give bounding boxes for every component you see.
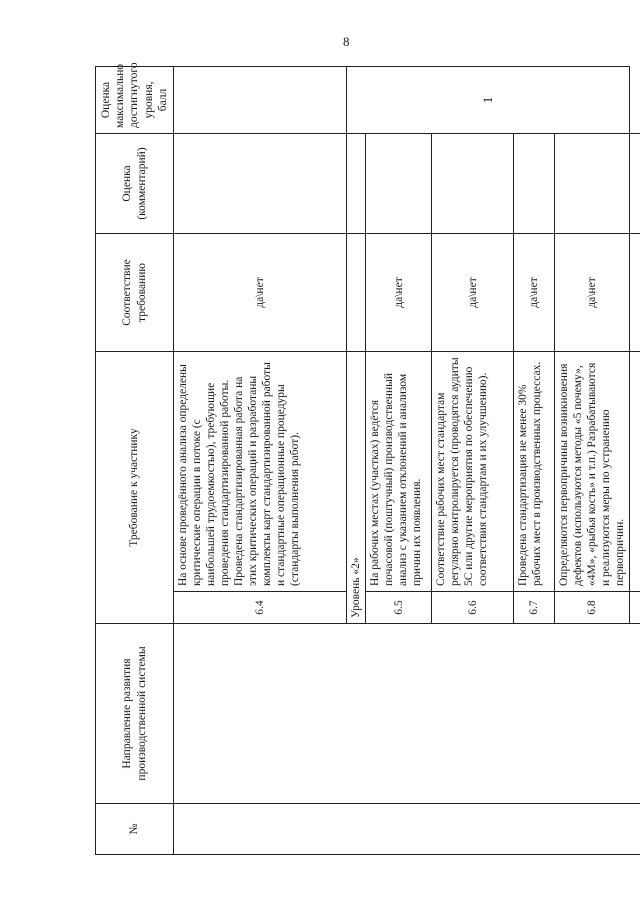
num-cell	[174, 804, 640, 855]
rotated-table-container	[95, 62, 627, 855]
compliance-value: да\нет	[514, 234, 555, 352]
level-compliance-cell	[347, 234, 366, 352]
table-header-row	[96, 67, 174, 855]
comment-cell	[366, 134, 432, 234]
comment-cell	[514, 134, 555, 234]
item-number: 6.6	[432, 592, 514, 624]
item-number: 6.4	[174, 592, 347, 624]
direction-cell	[174, 624, 640, 804]
compliance-value: да\нет	[366, 234, 432, 352]
compliance-value: да\нет	[555, 234, 630, 352]
empty-cell	[630, 352, 640, 592]
empty-cell	[630, 234, 640, 352]
requirement-text: Определяются первопричины возникновения дефектов (используются методы «5 почему», «4М», «рыбья кость» и т.п.) Разрабатываются и реализуются меры по устранению первопричин.	[555, 352, 630, 592]
item-number: 6.8	[555, 592, 630, 624]
comment-cell	[174, 134, 347, 234]
requirement-text: Проведена стандартизация не менее 30% рабочих мест в производственных процессах.	[514, 352, 555, 592]
requirement-text: На рабочих местах (участках) ведётся почасовой (поштучный) производственный анализ с указанием отклонений и анализом причин их появления.	[366, 352, 432, 592]
header-direction: Направление развития производственной системы	[96, 624, 174, 804]
item-number: 6.5	[366, 592, 432, 624]
header-requirement: Требование к участнику	[96, 352, 174, 624]
level-comment-cell	[347, 134, 366, 234]
max-score-cell	[174, 67, 347, 134]
empty-cell	[630, 592, 640, 624]
header-max-score: Оценка максимально достигнутого уровня, балл	[96, 67, 174, 134]
empty-cell	[630, 134, 640, 234]
comment-cell	[555, 134, 630, 234]
requirement-text: На основе проведённого анализа определены критические операции в потоке (с наибольшей трудоемкостью), требующие проведения стандартизированной работы. Проведена стандартизированная работа на этих критических операций и разработаны комплекты карт стандартизированной работы и стандартные операционные процедуры (стандарты выполнения работ).	[174, 352, 347, 592]
compliance-value: да\нет	[174, 234, 347, 352]
item-number: 6.7	[514, 592, 555, 624]
comment-cell	[432, 134, 514, 234]
page-number: 8	[343, 34, 350, 49]
header-compliance: Соответствие требованию	[96, 234, 174, 352]
level-max-score: 1	[347, 67, 630, 134]
requirement-text: Соответствие рабочих мест стандартам регулярно контролируется (проводятся аудиты 5С или другие мероприятия по обеспечению соответствия стандартам и их улучшению).	[432, 352, 514, 592]
level-label: Уровень «2»	[347, 352, 366, 624]
assessment-table	[95, 62, 640, 855]
compliance-value: да\нет	[432, 234, 514, 352]
table-row	[174, 67, 347, 855]
header-comment: Оценка (комментарий)	[96, 134, 174, 234]
header-num: №	[96, 804, 174, 855]
